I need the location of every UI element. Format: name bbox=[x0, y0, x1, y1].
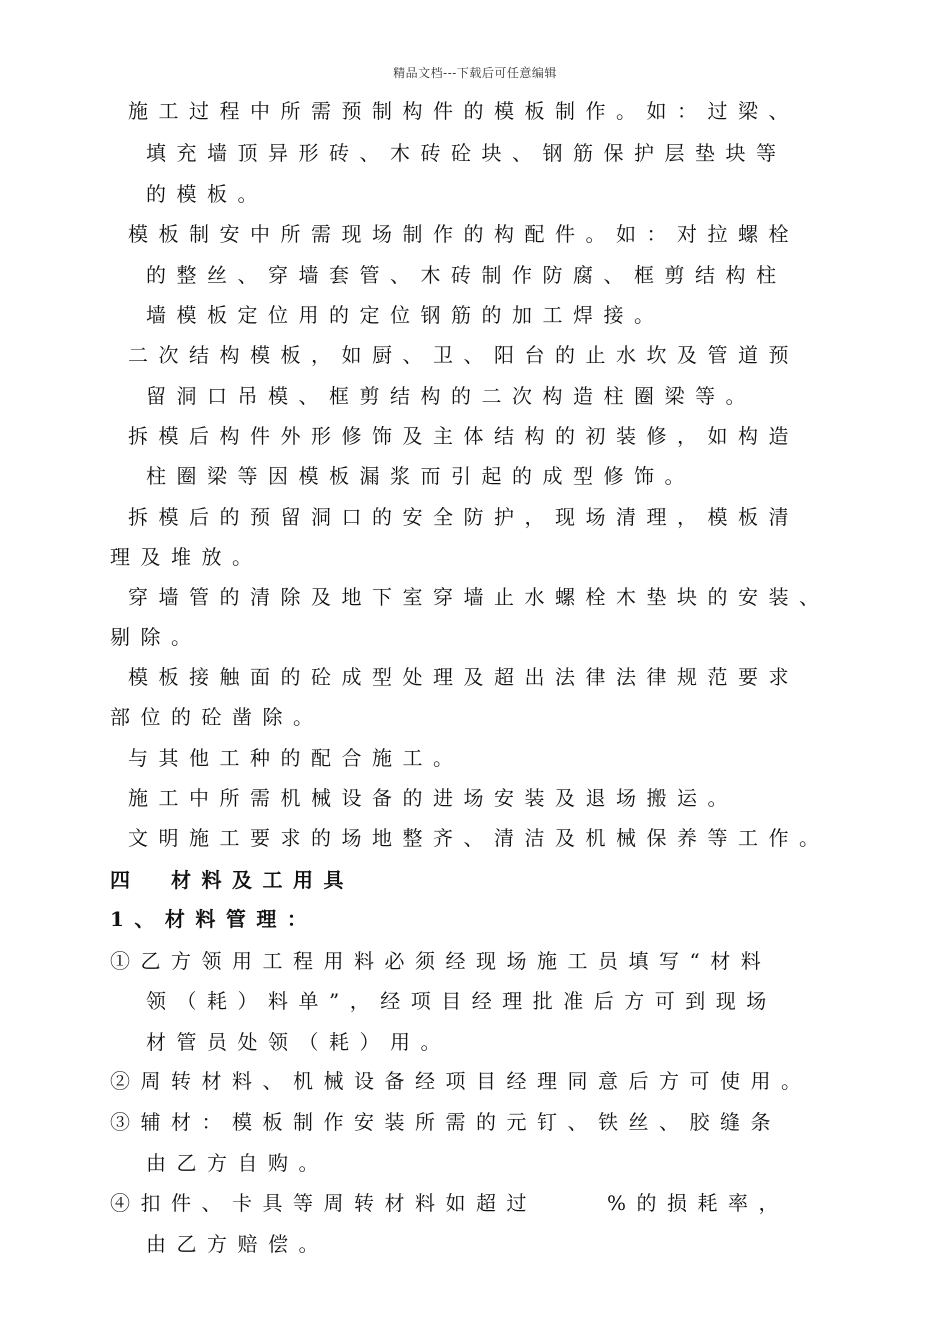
list-item-continuation: 领（耗）料单”，经项目经理批准后方可到现场 bbox=[146, 989, 777, 1013]
body-line: 柱圈梁等因模板漏浆而引起的成型修饰。 bbox=[146, 464, 695, 488]
body-line: 拆模后构件外形修饰及主体结构的初装修，如构造 bbox=[128, 424, 799, 448]
body-line: 模板制安中所需现场制作的构配件。如：对拉螺栓 bbox=[128, 222, 799, 246]
body-line: 理及堆放。 bbox=[110, 545, 263, 569]
subheading: 1、材料管理： bbox=[110, 907, 318, 931]
list-item bbox=[110, 1189, 789, 1217]
body-line: 模板接触面的砼成型处理及超出法律法律规范要求 bbox=[128, 665, 799, 689]
body-line: 施工过程中所需预制构件的模板制作。如：过梁、 bbox=[128, 99, 799, 123]
list-item-text: ④扣件、卡具等周转材料如超过 bbox=[110, 1191, 537, 1215]
body-line: 剔除。 bbox=[110, 625, 202, 649]
section-heading: 四 材料及工用具 bbox=[110, 868, 354, 892]
list-item: ②周转材料、机械设备经项目经理同意后方可使用。 bbox=[110, 1069, 812, 1093]
body-line: 留洞口吊模、框剪结构的二次构造柱圈梁等。 bbox=[146, 384, 756, 408]
body-line: 二次结构模板，如厨、卫、阳台的止水坎及管道预 bbox=[128, 343, 799, 367]
body-line: 与其他工种的配合施工。 bbox=[128, 746, 464, 770]
list-item-continuation: 由乙方自购。 bbox=[146, 1151, 329, 1175]
list-item: ③辅材：模板制作安装所需的元钉、铁丝、胶缝条 bbox=[110, 1110, 781, 1134]
body-line: 墙模板定位用的定位钢筋的加工焊接。 bbox=[146, 303, 665, 327]
header-note: 精品文档---下载后可任意编辑 bbox=[393, 66, 557, 80]
body-line: 的整丝、穿墙套管、木砖制作防腐、框剪结构柱 bbox=[146, 263, 787, 287]
body-line: 穿墙管的清除及地下室穿墙止水螺栓木垫块的安装、 bbox=[128, 585, 830, 609]
body-line: 的模板。 bbox=[146, 182, 268, 206]
list-item: ①乙方领用工程用料必须经现场施工员填写“材料 bbox=[110, 949, 772, 973]
body-line: 部位的砼凿除。 bbox=[110, 705, 324, 729]
body-line: 拆模后的预留洞口的安全防护，现场清理，模板清 bbox=[128, 505, 799, 529]
body-line: 施工中所需机械设备的进场安装及退场搬运。 bbox=[128, 786, 738, 810]
body-line: 文明施工要求的场地整齐、清洁及机械保养等工作。 bbox=[128, 826, 830, 850]
list-item-continuation: 由乙方赔偿。 bbox=[146, 1232, 329, 1256]
body-line: 填充墙顶异形砖、木砖砼块、钢筋保护层垫块等 bbox=[146, 141, 787, 165]
list-item-text: %的损耗率， bbox=[607, 1191, 790, 1215]
list-item-continuation: 材管员处领（耗）用。 bbox=[146, 1030, 451, 1054]
